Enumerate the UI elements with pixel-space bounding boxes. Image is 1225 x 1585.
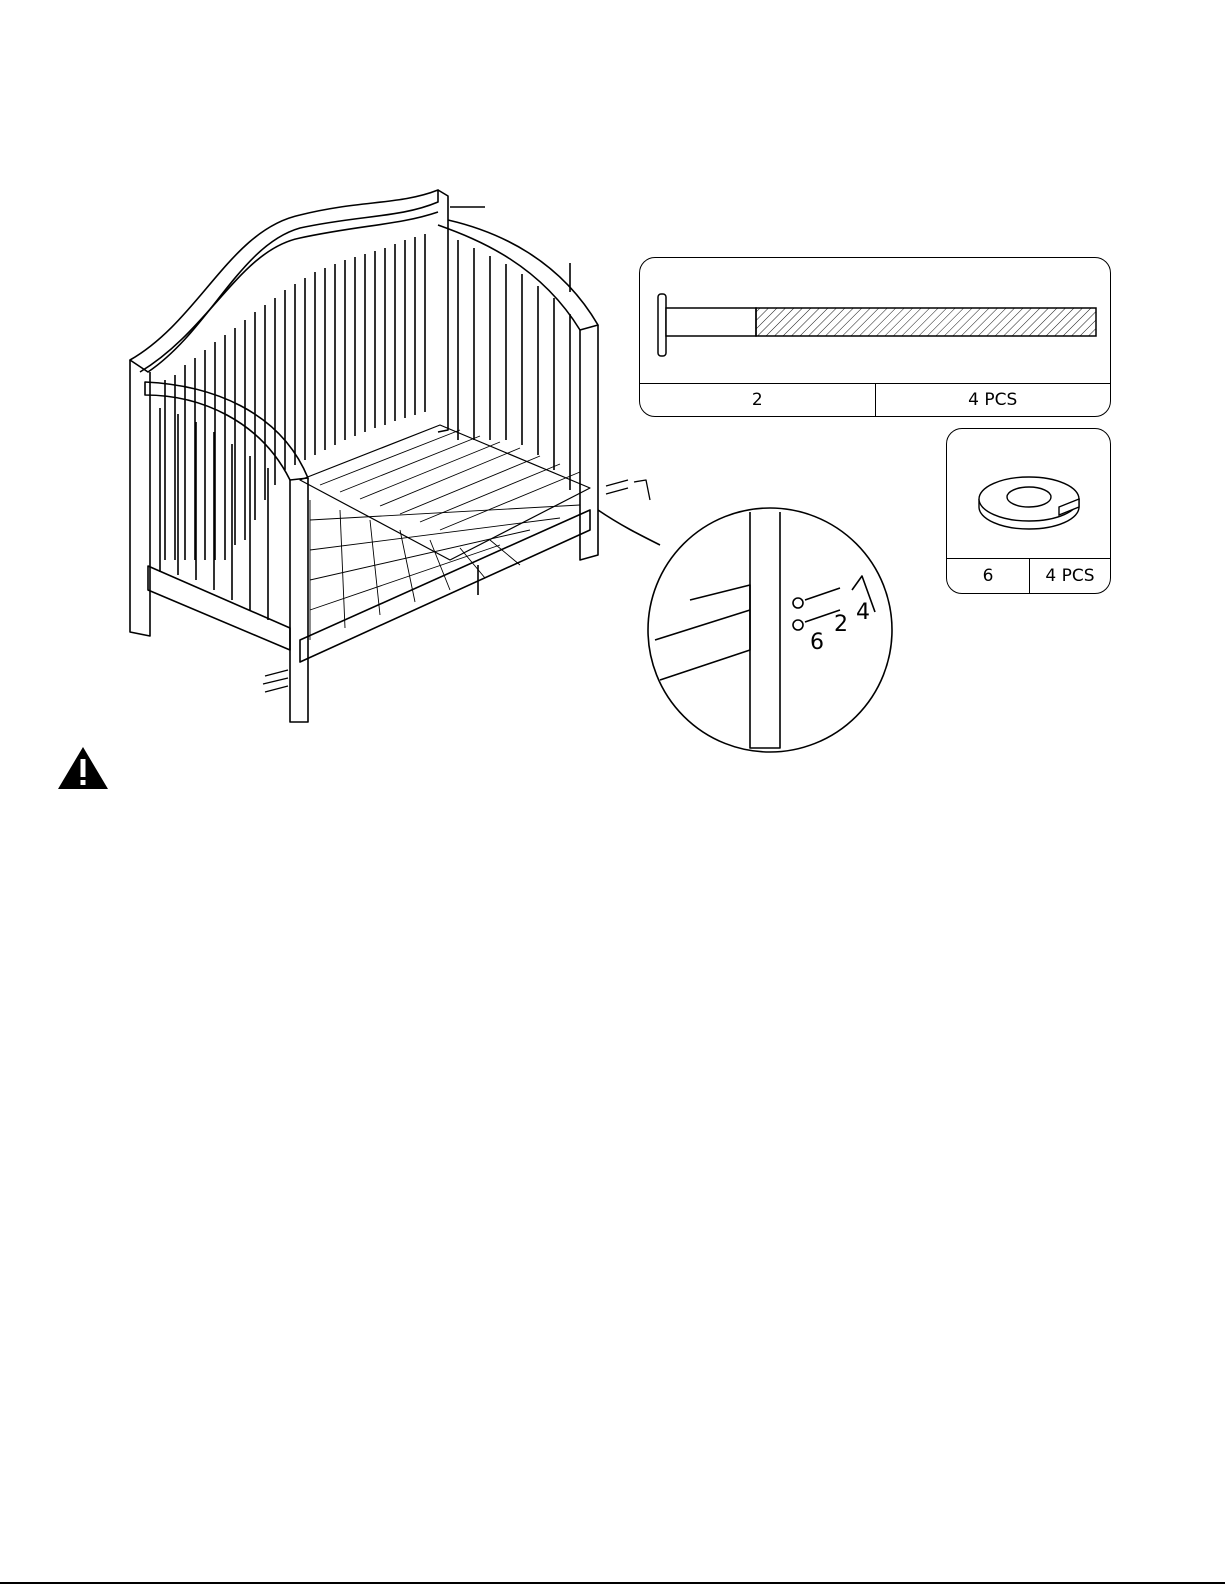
bolt-callout: 2 [834,612,848,637]
washer-part-card [946,428,1111,594]
bolt-part-number: 2 [751,390,763,410]
front-bolts [263,670,288,692]
lock-washer-icon [947,429,1111,561]
bolt-part-card [639,257,1111,417]
warning-icon [56,745,110,791]
key-callout: 4 [856,600,870,625]
back-bolts [606,480,650,500]
mattress-support [300,425,590,662]
washer-part-quantity: 4 PCS [1029,559,1110,593]
washer-callout: 6 [810,630,824,655]
washer-part-number: 6 [982,566,994,586]
bolt-icon [640,258,1111,386]
footer-rule [0,1582,1225,1584]
bolt-part-quantity: 4 PCS [875,384,1111,416]
back-side-panel [438,220,598,560]
